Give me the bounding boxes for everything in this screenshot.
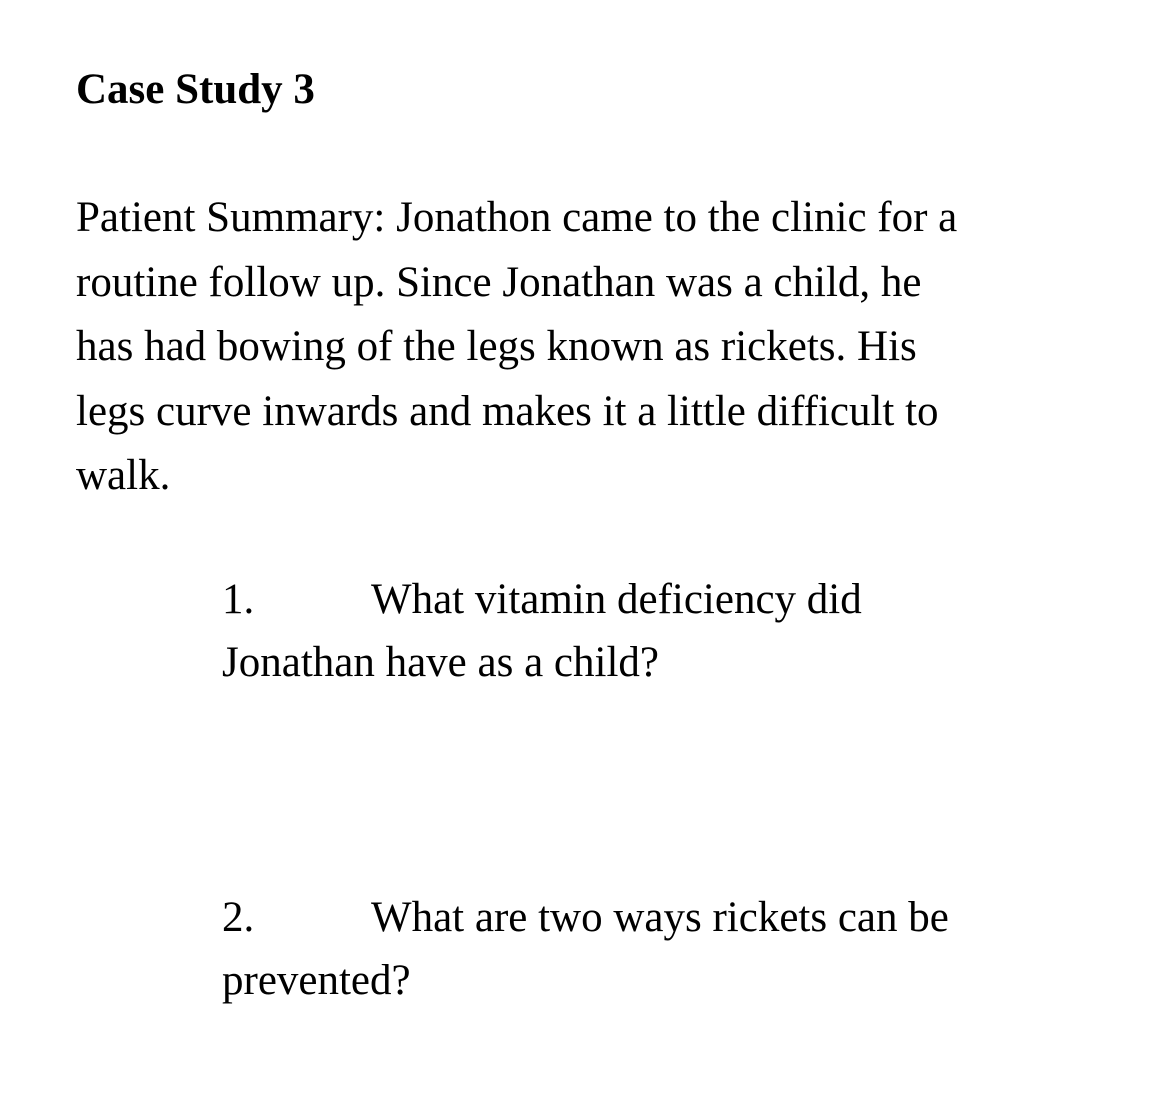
question-text: What are two ways rickets can be <box>371 894 949 941</box>
summary-line: Patient Summary: Jonathon came to the clinic for a <box>76 194 958 241</box>
summary-line: has had bowing of the legs known as rickets. His <box>76 323 917 370</box>
question-2 <box>222 886 1122 1012</box>
question-number: 1. <box>222 576 255 623</box>
question-text-continued: prevented? <box>222 957 411 1004</box>
question-1 <box>222 568 1122 694</box>
summary-line: walk. <box>76 452 171 499</box>
question-first-line <box>222 886 1122 949</box>
case-study-title: Case Study 3 <box>76 66 315 113</box>
summary-line: routine follow up. Since Jonathan was a child, he <box>76 258 922 306</box>
question-first-line <box>222 568 1122 631</box>
patient-summary <box>76 186 1116 509</box>
summary-line: legs curve inwards and makes it a little difficult to <box>76 387 939 435</box>
question-text: What vitamin deficiency did <box>371 576 862 623</box>
question-number: 2. <box>222 894 255 941</box>
question-text-continued: Jonathan have as a child? <box>222 639 659 686</box>
